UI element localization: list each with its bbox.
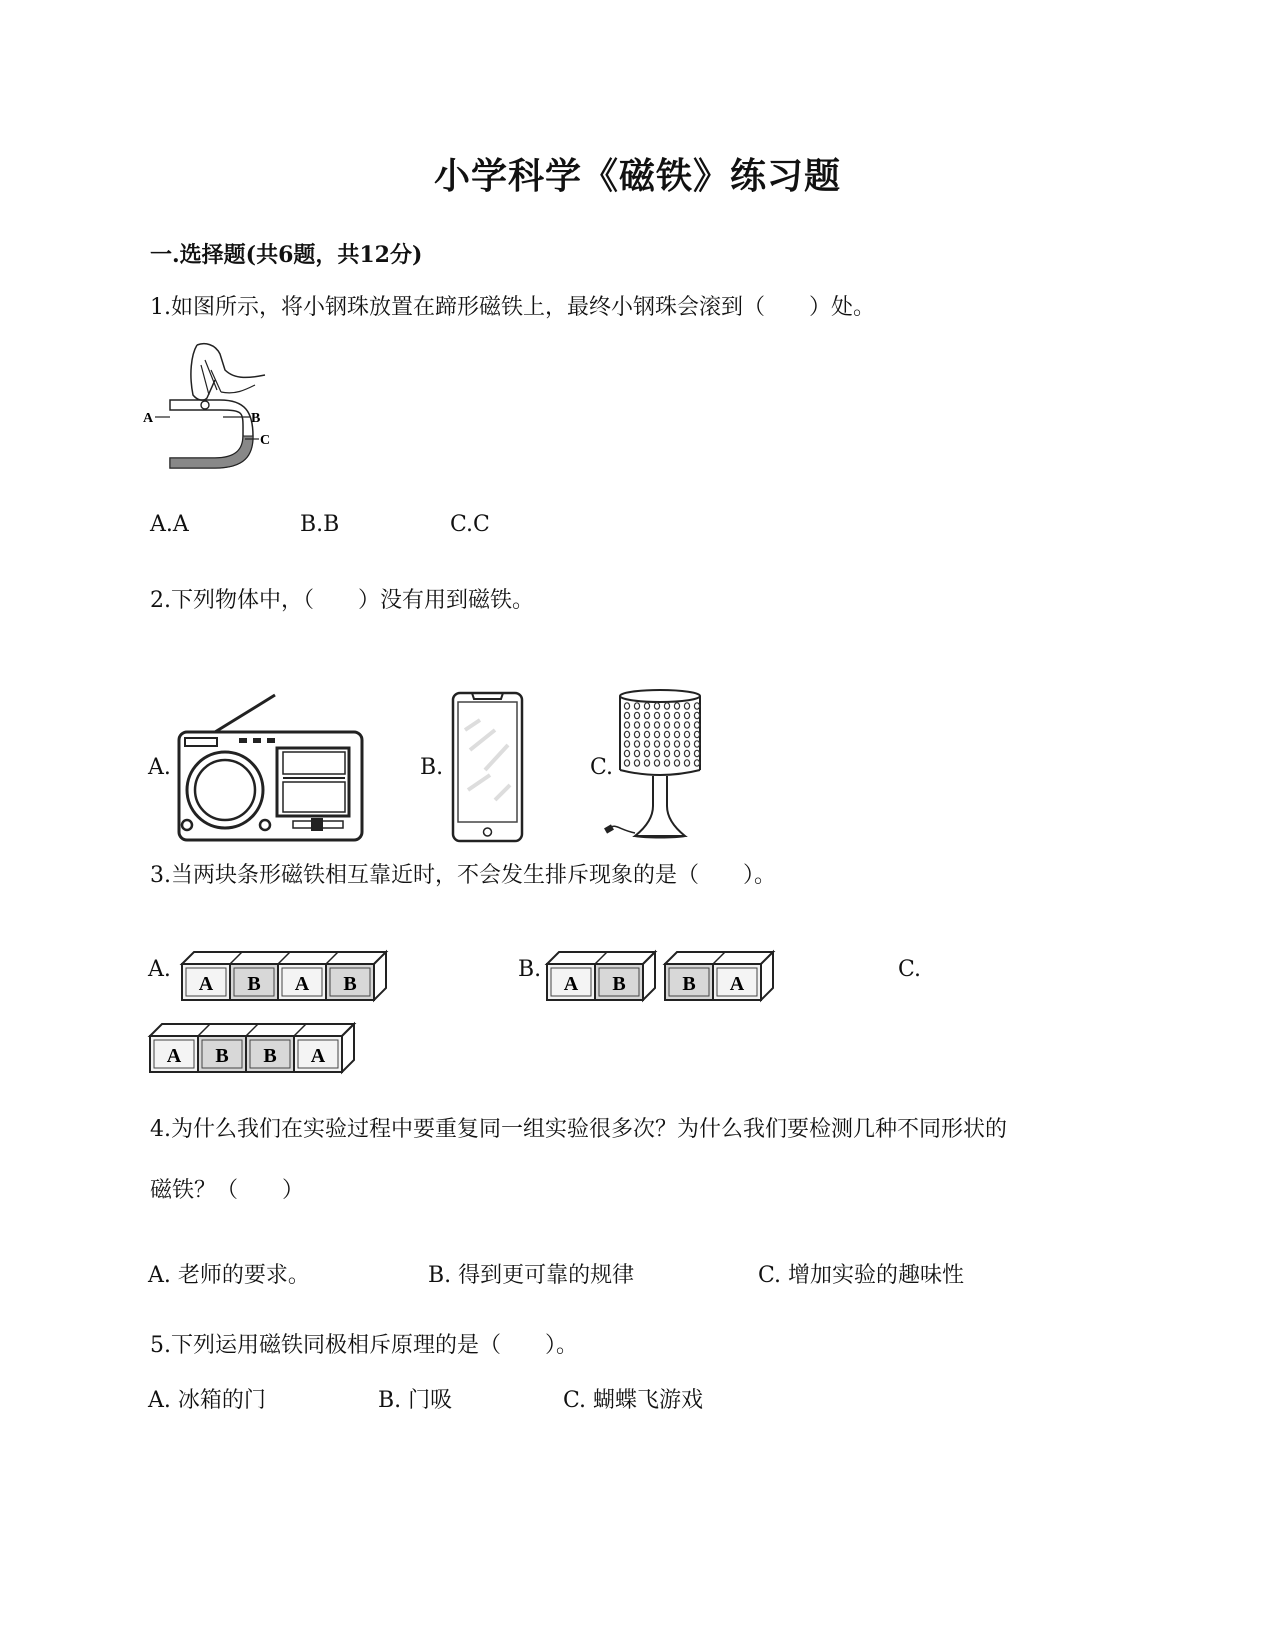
question-5-text: 5.下列运用磁铁同极相斥原理的是（ ）。 [150, 1333, 578, 1358]
q3-option-a[interactable]: A. [148, 957, 171, 982]
q3-option-b[interactable]: B. [518, 957, 542, 982]
magnet-block-label: A [729, 973, 745, 995]
question-4-text-line1: 4.为什么我们在实验过程中要重复同一组实验很多次？为什么我们要检测几种不同形状的 [150, 1117, 1007, 1142]
q1-option-a[interactable]: A.A [150, 512, 189, 537]
question-1-text: 1.如图所示，将小钢珠放置在蹄形磁铁上，最终小钢珠会滚到（ ）处。 [150, 295, 875, 320]
q1-option-c[interactable]: C.C [450, 512, 490, 537]
magnet-blocks-b-left [545, 948, 670, 1010]
magnet-blocks-b-right [663, 948, 788, 1010]
q4-option-a[interactable]: A. 老师的要求。 [148, 1263, 310, 1288]
q3-option-c[interactable]: C. [898, 957, 922, 982]
magnet-blocks-a [180, 948, 410, 1010]
lamp-icon [605, 688, 705, 848]
magnet-block-label: A [294, 973, 310, 995]
magnet-block-label: A [310, 1045, 326, 1067]
magnet-block-label: B [343, 973, 357, 995]
q2-option-a[interactable]: A. [148, 755, 171, 780]
q5-option-a[interactable]: A. 冰箱的门 [148, 1388, 266, 1413]
question-4-text-line2: 磁铁？（ ） [150, 1178, 305, 1203]
q2-option-c[interactable]: C. [590, 755, 614, 780]
question-3-text: 3.当两块条形磁铁相互靠近时，不会发生排斥现象的是（ ）。 [150, 863, 776, 888]
q4-option-c[interactable]: C. 增加实验的趣味性 [758, 1263, 965, 1288]
magnet-block-label: B [612, 973, 626, 995]
horseshoe-magnet-figure [145, 340, 280, 475]
radio-icon [175, 690, 370, 845]
figure-label-c: C [260, 433, 271, 448]
phone-icon [450, 690, 525, 845]
figure-label-b: B [251, 411, 261, 426]
q5-option-c[interactable]: C. 蝴蝶飞游戏 [563, 1388, 704, 1413]
magnet-block-label: B [247, 973, 261, 995]
magnet-block-label: A [166, 1045, 182, 1067]
magnet-block-label: B [682, 973, 696, 995]
page-title: 小学科学《磁铁》练习题 [433, 155, 841, 197]
question-2-text: 2.下列物体中，（ ）没有用到磁铁。 [150, 588, 534, 613]
q4-option-b[interactable]: B. 得到更可靠的规律 [428, 1263, 635, 1288]
figure-label-a: A [143, 411, 154, 426]
magnet-block-label: B [215, 1045, 229, 1067]
section-heading: 一.选择题(共6题，共12分) [150, 242, 423, 268]
magnet-block-label: A [563, 973, 579, 995]
magnet-block-label: A [198, 973, 214, 995]
magnet-blocks-c [148, 1020, 378, 1082]
q1-option-b[interactable]: B.B [300, 512, 340, 537]
q2-option-b[interactable]: B. [420, 755, 444, 780]
magnet-block-label: B [263, 1045, 277, 1067]
q5-option-b[interactable]: B. 门吸 [378, 1388, 453, 1413]
